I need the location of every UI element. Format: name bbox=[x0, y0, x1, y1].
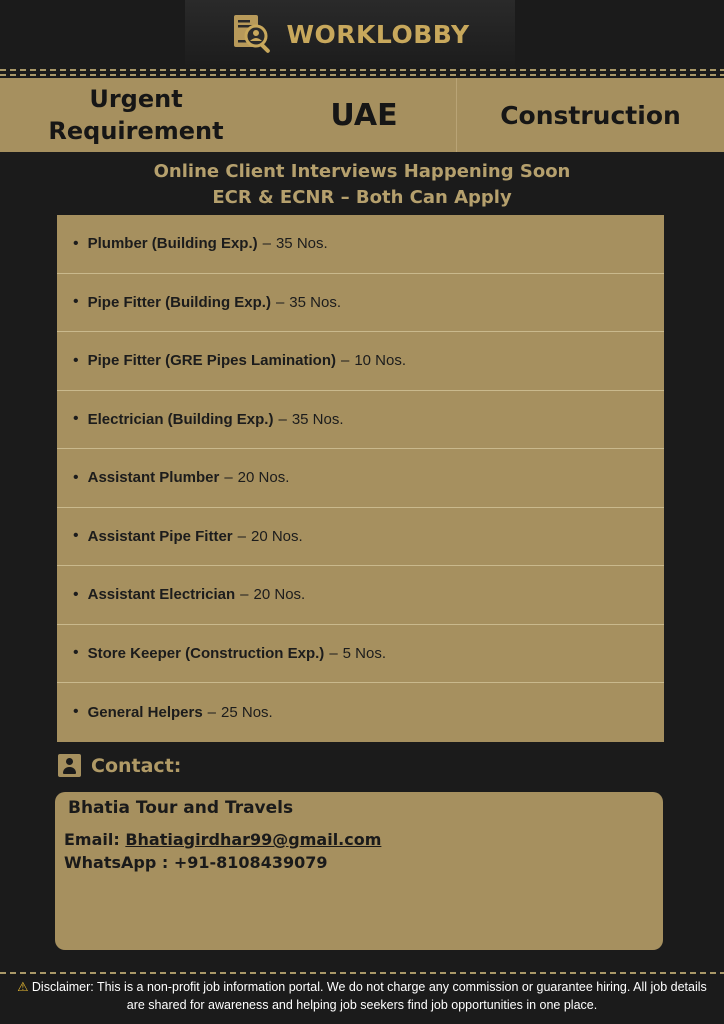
urgent-requirement-label: Urgent Requirement bbox=[48, 85, 224, 145]
document-search-icon bbox=[230, 11, 276, 57]
divider bbox=[0, 972, 724, 974]
whatsapp-number: +91-8108439079 bbox=[173, 853, 328, 872]
job-title: General Helpers bbox=[87, 703, 203, 721]
email-label: Email: bbox=[64, 830, 120, 849]
job-count: 35 Nos. bbox=[291, 410, 344, 428]
bullet-icon: • bbox=[73, 468, 79, 486]
bullet-icon: • bbox=[73, 234, 79, 252]
disclaimer bbox=[0, 978, 724, 1014]
job-title: Assistant Electrician bbox=[87, 586, 236, 604]
job-count: 20 Nos. bbox=[253, 586, 306, 604]
interview-notice: Online Client Interviews Happening Soon bbox=[153, 161, 571, 182]
bullet-icon: • bbox=[73, 703, 79, 721]
job-count: 10 Nos. bbox=[354, 352, 407, 370]
bullet-icon: • bbox=[73, 351, 79, 369]
whatsapp-label: WhatsApp : bbox=[64, 853, 169, 872]
warning-icon: ⚠ bbox=[17, 980, 29, 994]
job-item: • Assistant Pipe Fitter – 20 Nos. bbox=[57, 508, 664, 567]
bullet-icon: • bbox=[73, 293, 79, 311]
divider bbox=[0, 74, 724, 76]
job-item: • Assistant Plumber – 20 Nos. bbox=[57, 449, 664, 508]
country-label: UAE bbox=[330, 97, 398, 133]
job-title: Electrician (Building Exp.) bbox=[87, 410, 274, 428]
job-item: • General Helpers – 25 Nos. bbox=[73, 703, 273, 721]
job-count: 20 Nos. bbox=[251, 527, 303, 545]
person-contact-icon bbox=[58, 754, 81, 777]
job-count: 20 Nos. bbox=[237, 469, 290, 487]
job-title: Assistant Pipe Fitter bbox=[87, 527, 233, 545]
job-title: Assistant Plumber bbox=[87, 469, 220, 487]
bullet-icon: • bbox=[73, 644, 79, 662]
job-title: Pipe Fitter (Building Exp.) bbox=[87, 293, 271, 311]
job-item: • Pipe Fitter (GRE Pipes Lamination) – 10 Nos. bbox=[57, 332, 664, 391]
contact-label: Contact: bbox=[91, 754, 182, 777]
contact-heading bbox=[58, 754, 181, 777]
bullet-icon: • bbox=[73, 410, 79, 428]
job-count: 35 Nos. bbox=[275, 235, 328, 253]
job-count: 35 Nos. bbox=[289, 293, 341, 311]
sector-label: Construction bbox=[456, 78, 724, 152]
contact-card bbox=[55, 792, 663, 950]
agency-name: Bhatia Tour and Travels bbox=[68, 798, 294, 818]
job-item: • Plumber (Building Exp.) – 35 Nos. bbox=[57, 215, 664, 274]
eligibility-notice: ECR & ECNR – Both Can Apply bbox=[212, 187, 512, 208]
brand-logo bbox=[185, 0, 515, 68]
whatsapp-line bbox=[64, 851, 651, 874]
brand-name: WORKLOBBY bbox=[286, 19, 470, 49]
job-count: 5 Nos. bbox=[342, 644, 387, 662]
bullet-icon: • bbox=[73, 585, 79, 603]
job-list bbox=[57, 215, 664, 742]
job-title: Store Keeper (Construction Exp.) bbox=[87, 644, 325, 662]
job-item: • Pipe Fitter (Building Exp.) – 35 Nos. bbox=[57, 274, 664, 333]
job-count: 25 Nos. bbox=[221, 703, 273, 721]
header-band bbox=[0, 78, 724, 152]
disclaimer-text: Disclaimer: This is a non-profit job information portal. We do not charge any commission or guarantee hiring. All job details are shared for awareness and helping job seekers find job opportunities in one place. bbox=[31, 980, 707, 1012]
job-title: Plumber (Building Exp.) bbox=[87, 235, 258, 253]
job-item: • Electrician (Building Exp.) – 35 Nos. bbox=[57, 391, 664, 450]
divider bbox=[0, 69, 724, 71]
job-item: • Store Keeper (Construction Exp.) – 5 Nos. bbox=[57, 625, 664, 684]
job-item: • Assistant Electrician – 20 Nos. bbox=[57, 566, 664, 625]
email-line bbox=[64, 828, 651, 851]
bullet-icon: • bbox=[73, 527, 79, 545]
job-title: Pipe Fitter (GRE Pipes Lamination) bbox=[87, 352, 336, 370]
email-link[interactable]: Bhatiagirdhar99@gmail.com bbox=[125, 830, 382, 849]
